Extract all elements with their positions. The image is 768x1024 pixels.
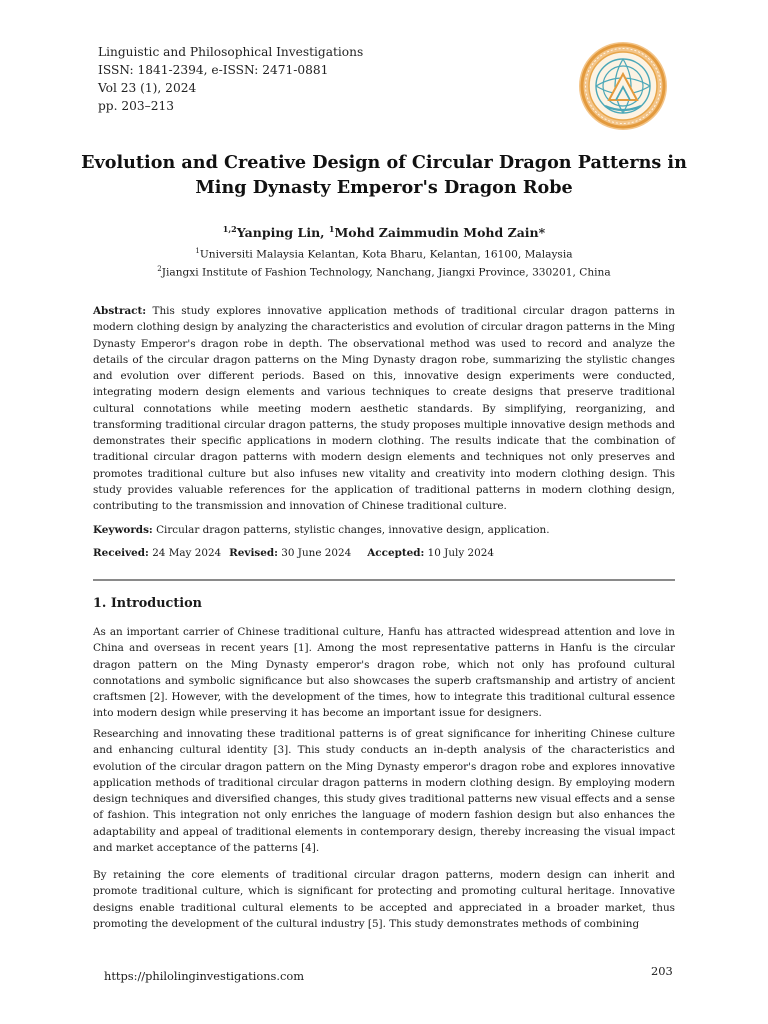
footer-url-link[interactable]: https://philolinginvestigations.com <box>104 969 305 983</box>
section-divider <box>93 579 675 581</box>
author-list <box>60 224 708 240</box>
journal-name: Linguistic and Philosophical Investigations <box>98 45 364 59</box>
body-paragraph: By retaining the core elements of traditional circular dragon patterns, modern design can inherit and promote traditional culture, which is significant for protecting and promoting cultural heritage. Innovative designs enable traditional cultural elements to be accepted and appreciated in a broader market, thus promoting the development of the cultural industry [5]. This study demonstrates methods of combining <box>93 869 675 930</box>
journal-header <box>98 43 363 115</box>
journal-issn: ISSN: 1841-2394, e-ISSN: 2471-0881 <box>98 63 329 77</box>
author-2-affiliation-marker: 1 <box>328 224 335 234</box>
keywords-label: Keywords: <box>93 524 153 536</box>
affiliation-2-text: Jiangxi Institute of Fashion Technology, Nanchang, Jiangxi Province, 330201, China <box>161 266 611 279</box>
affiliation-1-marker: 1 <box>195 247 200 255</box>
received-label: Received: <box>93 547 149 559</box>
paper-title <box>60 150 708 200</box>
affiliation-2-marker: 2 <box>157 265 162 273</box>
revised-label: Revised: <box>229 547 278 559</box>
accepted-label: Accepted: <box>367 547 425 559</box>
journal-pages: pp. 203–213 <box>98 99 174 113</box>
body-paragraph: Researching and innovating these traditional patterns is of great significance for inheriting Chinese culture and enhancing cultural identity [3]. This study conducts an in-depth analysis of the characteristics and evolution of the circular dragon pattern on the Ming Dynasty emperor's dragon robe and explores innovative application methods of traditional circular dragon patterns in modern clothing design. By employing modern design techniques and diversified changes, this study gives traditional patterns new visual effects and a sense of fashion. This integration not only enriches the language of modern fashion design but also enhances the adaptability and appeal of traditional elements in contemporary design, thereby increasing the visual impact and market acceptance of the patterns [4]. <box>93 728 675 855</box>
author-1-name: Yanping Lin, <box>236 225 329 241</box>
author-1-affiliation-marker: 1,2 <box>222 224 237 234</box>
author-2-name: Mohd Zaimmudin Mohd Zain* <box>334 225 546 241</box>
received-date: 24 May 2024 <box>148 547 222 559</box>
journal-volume: Vol 23 (1), 2024 <box>98 81 197 95</box>
accepted-date: 10 July 2024 <box>424 547 494 559</box>
abstract-text: This study explores innovative application methods of traditional circular dragon patterns in modern clothing design by analyzing the characteristics and evolution of circular dragon patterns in the Ming Dynasty Emperor's dragon robe in depth. The observational method was used to record and analyze the details of the circular dragon patterns on the Ming Dynasty dragon robe, summarizing the stylistic changes and evolution over different periods. Based on this, innovative design experiments were conducted, integrating modern design elements and various techniques to create designs that preserve traditional cultural connotations while meeting modern aesthetic standards. By simplifying, reorganizing, and transforming traditional circular dragon patterns, the study proposes multiple innovative design methods and demonstrates their specific applications in modern clothing. The results indicate that the combination of traditional circular dragon patterns with modern design elements and techniques not only preserves and promotes traditional culture but also infuses new vitality and creativity into modern clothing design. This study provides valuable references for the application of traditional patterns in modern clothing design, contributing to the transmission and innovation of Chinese traditional culture. <box>93 305 675 512</box>
journal-seal-logo <box>577 40 669 132</box>
keywords-text: Circular dragon patterns, stylistic changes, innovative design, application. <box>152 524 550 536</box>
publication-dates <box>93 547 494 559</box>
affiliation-1-text: Universiti Malaysia Kelantan, Kota Bharu, Kelantan, 16100, Malaysia <box>199 248 573 261</box>
abstract-label: Abstract: <box>93 305 147 317</box>
affiliation-2 <box>60 265 708 279</box>
section-heading: 1. Introduction <box>93 596 202 611</box>
keywords <box>93 524 550 536</box>
body-paragraph: As an important carrier of Chinese traditional culture, Hanfu has attracted widespread attention and love in China and overseas in recent years [1]. Among the most representative patterns in Hanfu is the circular dragon pattern on the Ming Dynasty emperor's dragon robe, which not only has profound cultural connotations and symbolic significance but also showcases the superb craftsmanship and artistry of ancient craftsmen [2]. However, with the development of the times, how to integrate this traditional cultural essence into modern design while preserving it has become an important issue for designers. <box>93 626 675 720</box>
paper-title-line-1: Evolution and Creative Design of Circular Dragon Patterns in <box>81 152 687 173</box>
revised-date: 30 June 2024 <box>277 547 352 559</box>
paper-title-line-2: Ming Dynasty Emperor's Dragon Robe <box>195 177 573 198</box>
seal-logo-icon <box>577 40 669 132</box>
page-number: 203 <box>651 964 673 978</box>
abstract <box>93 303 675 514</box>
affiliation-1 <box>60 247 708 261</box>
